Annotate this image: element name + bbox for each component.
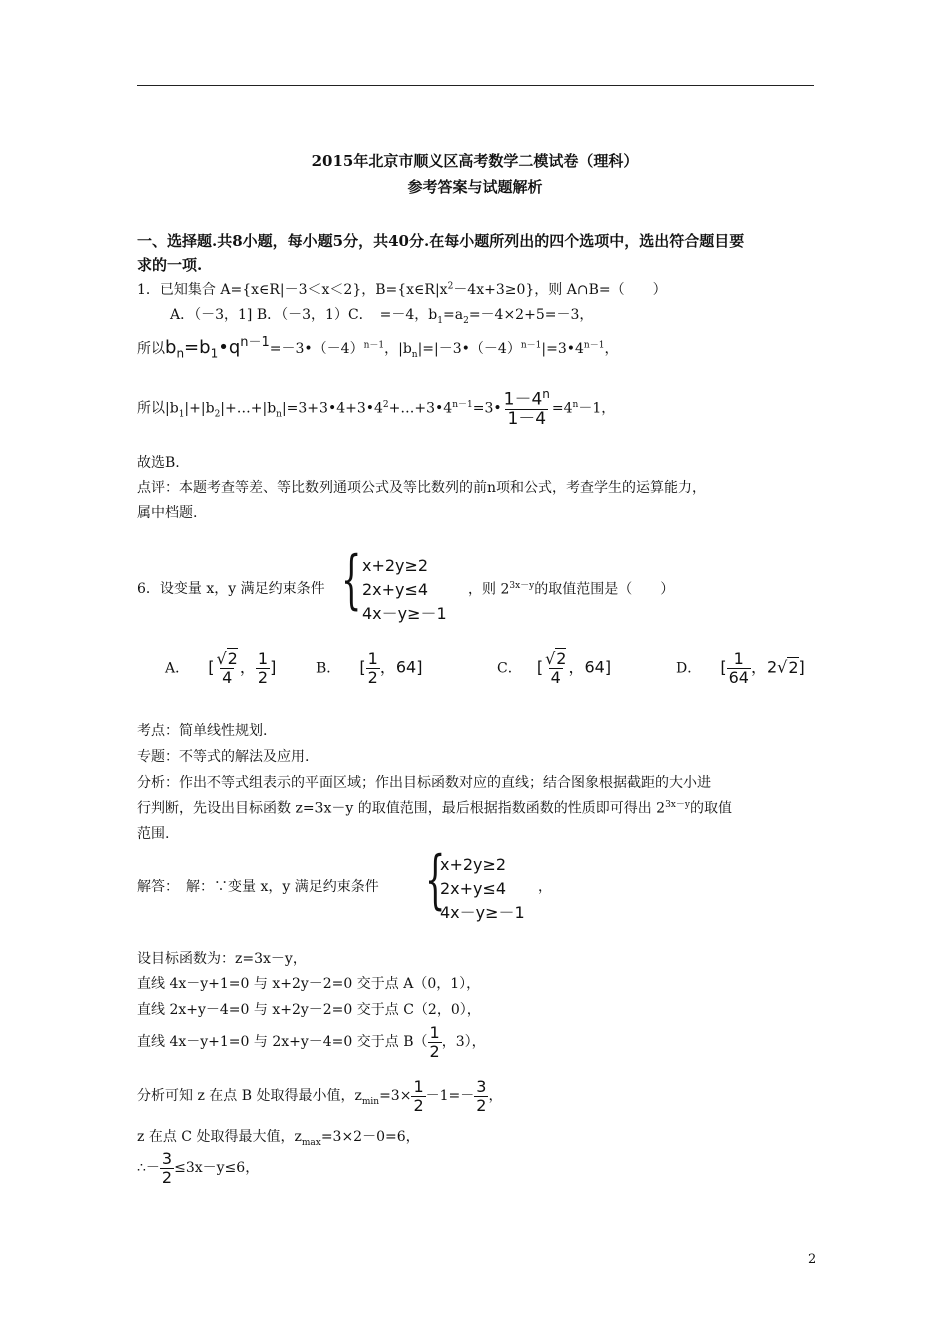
q6-analysis-line1: 分析：作出不等式组表示的平面区域；作出目标函数对应的直线；结合图象根据截距的大小进 xyxy=(137,775,711,791)
q6-analysis-line2: 行判断，先设出目标函数 z=3x－y 的取值范围，最后根据指数函数的性质即可得出 $2^{3x-y}$的取值 xyxy=(137,800,732,817)
page-number: 2 xyxy=(808,1252,817,1267)
section-heading-line1: 一、选择题.共8小题，每小题5分，共40分.在每小题所列出的四个选项中，选出符合题目要 xyxy=(137,232,745,250)
solution-line-6: z 在点 C 处取得最大值，$z_{max}=3\times 2-0=6$， xyxy=(137,1129,420,1148)
solution-line-7: ∴－ $\frac{3}{2}$ ≤3x－y≤6， xyxy=(137,1149,260,1187)
q6-constraint-2: 2x+y≤4 xyxy=(362,580,429,599)
q6-option-a: A． [ $\frac{√2}{4}$ ， $\frac{1}{2}$ ] xyxy=(165,649,277,687)
q6-solution-system xyxy=(440,853,525,925)
q6-solution-brace: { xyxy=(425,843,446,917)
q6-stem-prefix: 6．设变量 x，y 满足约束条件 xyxy=(137,581,325,597)
q6-system-brace: { xyxy=(341,543,362,617)
q1-sum-line: 所以$|b_1|+|b_2|+\dots+|b_n|=3+3•4+3•4^2+\dots+3•4^{n-1}=3•$ $\frac{1-4^n}{1-4}$ $=4^n-1$， xyxy=(137,387,616,430)
q6-constraint-1: x+2y≥2 xyxy=(362,556,429,575)
q1-comment-line2: 属中档题. xyxy=(137,505,198,521)
solution-line-4: 直线 4x－y+1=0 与 2x+y－4=0 交于点 B（ $\frac{1}{2}$ ，3）， xyxy=(137,1023,486,1061)
q1-sum-fraction: $\frac{1-4^n}{1-4}$ xyxy=(503,387,550,430)
q6-analysis-line3: 范围. xyxy=(137,826,170,842)
q6-solution-suffix: ， xyxy=(538,879,552,895)
header-rule xyxy=(137,85,814,86)
q6-solution-prefix: 解答： 解：∵变量 x，y 满足约束条件 xyxy=(137,879,379,895)
q1-stem: 1．已知集合 A={x∈R|－3＜x＜2}，$B=\{x\in R|x^2-4x+3\ge 0\}$，则 A∩B=（ ） xyxy=(137,281,667,298)
section-heading-line2: 求的一项. xyxy=(137,256,203,274)
q6-constraint-3: 4x－y≥－1 xyxy=(362,604,447,623)
q1-options-line: A．（－3，1] B．（－3，1）C． =－4，$b_1=a_2=-4\times 2+5=-3$， xyxy=(170,307,594,326)
solution-line-3: 直线 2x+y－4=0 与 x+2y－2=0 交于点 C（2，0）， xyxy=(137,1002,481,1018)
solution-line-1: 设目标函数为：z=3x－y， xyxy=(137,951,307,967)
q6-option-d: D． [ $\frac{1}{64}$ ，2√2] xyxy=(676,649,805,687)
q6-option-b: B． [ $\frac{1}{2}$ ，64] xyxy=(316,649,423,687)
document-subtitle: 参考答案与试题解析 xyxy=(407,178,543,196)
q6-option-c: C． [ $\frac{√2}{4}$ ，64] xyxy=(497,649,612,687)
document-title: 2015年北京市顺义区高考数学二模试卷（理科） xyxy=(311,152,639,170)
solution-line-5: 分析可知 z 在点 B 处取得最小值，$z_{min}=3\times$ $\frac{1}{2}$ －1=－ $\frac{3}{2}$ ， xyxy=(137,1077,503,1115)
q1-bn-formula-line: 所以$b_n=b_1•q^{n-1}=-3•(-4)^{n-1}$，$|b_n|=|-3•(-4)^{n-1}|=3•4^{n-1}$， xyxy=(137,335,619,361)
q6-solution-constraint-1: x+2y≥2 xyxy=(440,855,507,874)
q6-stem-suffix: ，则 $2^{3x-y}$的取值范围是（ ） xyxy=(468,581,675,598)
solution-line-2: 直线 4x－y+1=0 与 x+2y－2=0 交于点 A（0，1）， xyxy=(137,976,481,992)
q6-constraint-system xyxy=(362,554,447,626)
q6-zhuanti: 专题：不等式的解法及应用. xyxy=(137,749,310,765)
q6-solution-constraint-3: 4x－y≥－1 xyxy=(440,903,525,922)
q6-kaodian: 考点：简单线性规划. xyxy=(137,723,268,739)
q6-solution-constraint-2: 2x+y≤4 xyxy=(440,879,507,898)
q1-comment-line1: 点评：本题考查等差、等比数列通项公式及等比数列的前n项和公式，考查学生的运算能力， xyxy=(137,480,707,496)
q1-answer: 故选B. xyxy=(137,455,180,471)
